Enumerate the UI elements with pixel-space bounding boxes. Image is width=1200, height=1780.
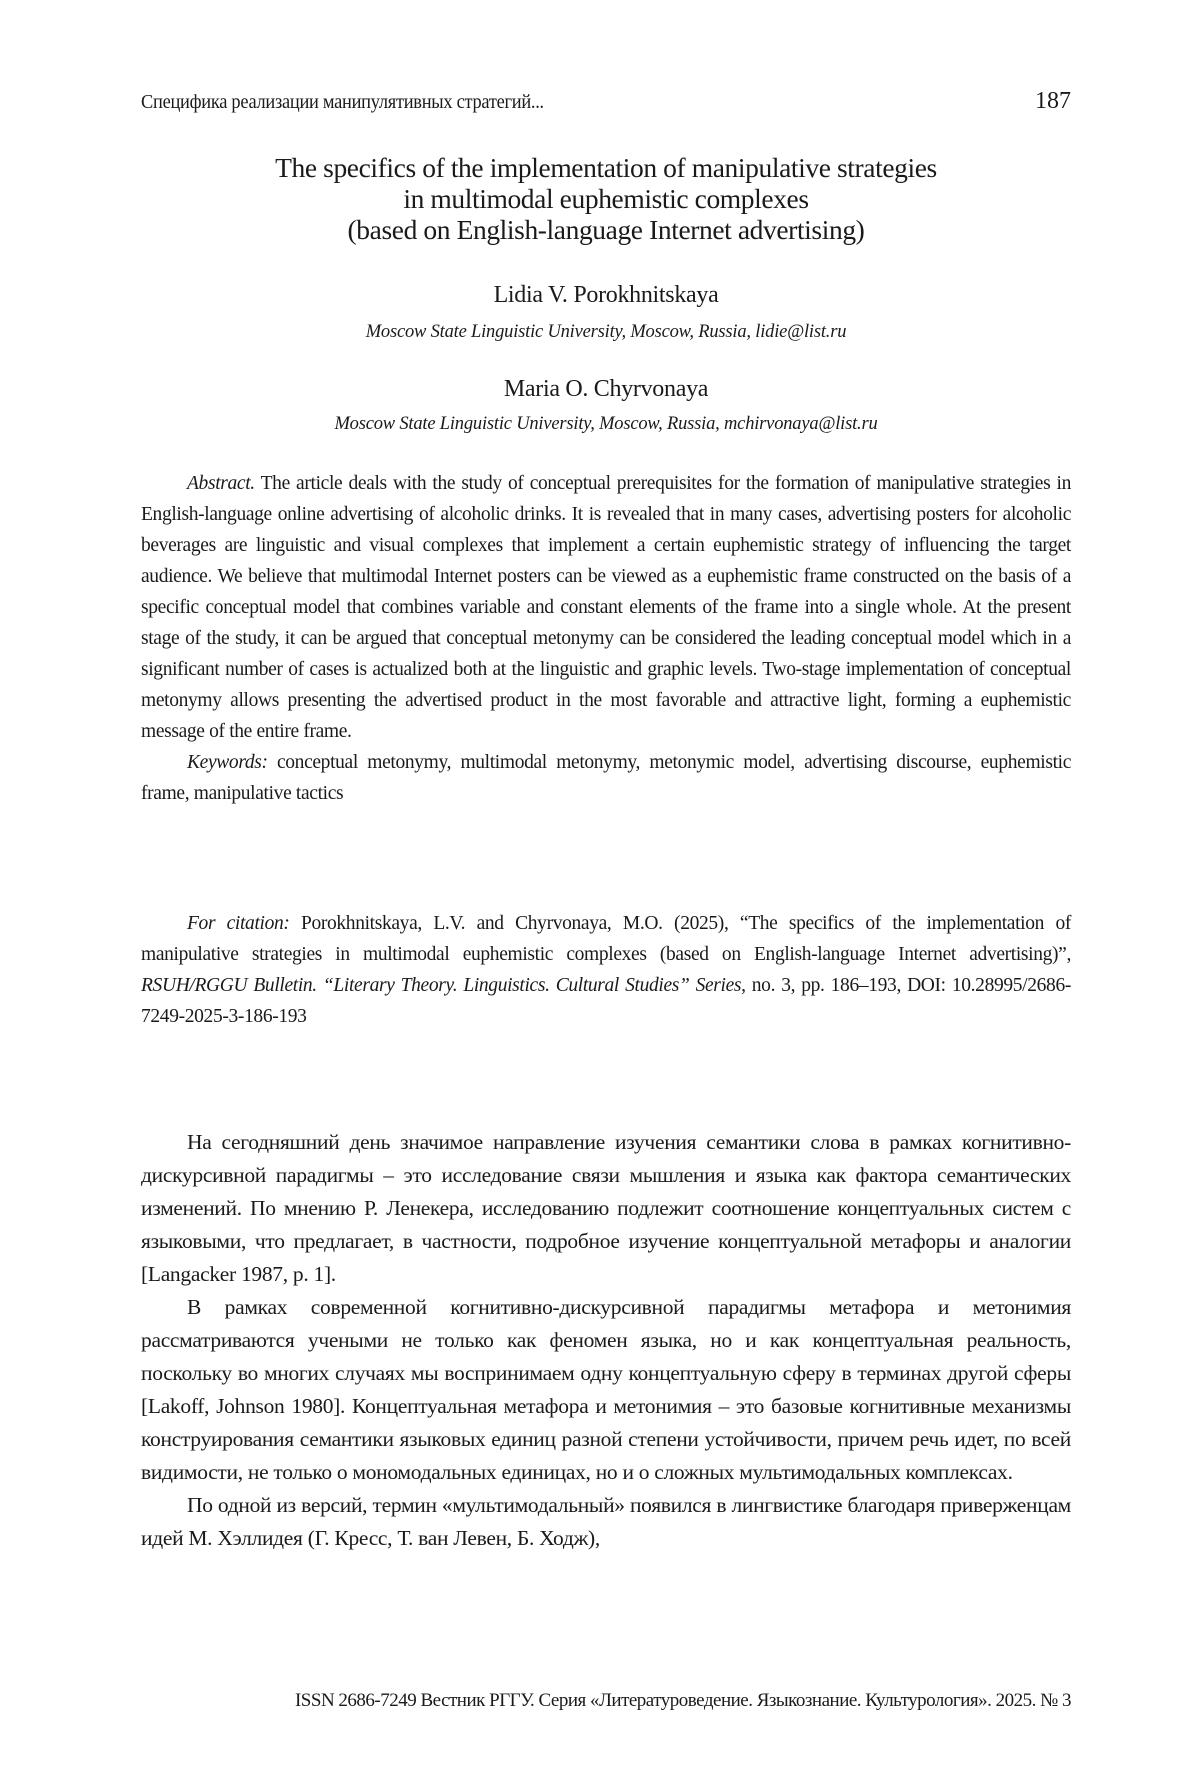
running-head-title: Специфика реализации манипулятивных стратегий... [141,91,544,113]
citation-journal: RSUH/RGGU Bulletin. “Literary Theory. Linguistics. Cultural Studies” Series [141,975,742,996]
body-paragraph: В рамках современной когнитивно-дискурсивной парадигмы метафора и метонимия рассматриваются учеными не только как феномен языка, но и как концептуальная реальность, поскольку во многих случаях мы воспринимаем одну концептуальную сферу в терминах другой сферы [Lakoff, Johnson 1980]. Концептуальная метафора и метонимия – это базовые когнитивные механизмы конструирования семантики языковых единиц разной степени устойчивости, причем речь идет, по всей видимости, не только о мономодальных единицах, но и о сложных мультимодальных комплексах. [141,1295,1071,1484]
article-body [141,1126,1071,1555]
title-line: (based on English-language Internet advertising) [347,214,865,245]
citation [141,908,1071,1032]
abstract-label: Abstract. [187,473,255,494]
keywords-text: conceptual metonymy, multimodal metonymy, metonymic model, advertising discourse, euphemistic frame, manipulative tactics [141,752,1072,804]
author-affiliation: Moscow State Linguistic University, Moscow, Russia, lidie@list.ru [365,322,847,342]
keywords-label: Keywords: [187,752,268,773]
abstract [141,468,1071,747]
title-line: The specifics of the implementation of manipulative strategies [275,152,937,183]
author-name: Maria O. Chyrvonaya [503,376,709,402]
citation-details: , no. 3, pp. 186–193, DOI: 10.28995/2686-7249-2025-3-186-193 [141,975,1071,1027]
abstract-section [141,468,1071,809]
author-name: Lidia V. Porokhnitskaya [493,282,719,308]
keywords [141,747,1071,809]
citation-label: For citation: [187,913,290,934]
title-line: in multimodal euphemistic complexes [403,183,809,214]
body-paragraph: На сегодняшний день значимое направление изучения семантики слова в рамках когнитивно-дискурсивной парадигмы – это исследование связи мышления и языка как фактора семантических изменений. По мнению Р. Ленекера, исследованию подлежит соотношение концептуальных систем с языковыми, что предлагает, в частности, подробное изучение концептуальной метафоры и аналогии [Langacker 1987, p. 1]. [141,1130,1071,1286]
body-paragraph: По одной из версий, термин «мультимодальный» появился в лингвистике благодаря приверженцам идей М. Хэллидея (Г. Кресс, Т. ван Левен, Б. Ходж), [141,1493,1071,1550]
author-affiliation: Moscow State Linguistic University, Moscow, Russia, mchirvonaya@list.ru [334,414,878,434]
page-number: 187 [1035,88,1071,114]
running-head [141,88,1071,115]
citation-section [141,908,1071,1032]
abstract-text: The article deals with the study of conceptual prerequisites for the formation of manipulative strategies in English-language online advertising of alcoholic drinks. It is revealed that in many cases, advertising posters for alcoholic beverages are linguistic and visual complexes that implement a certain euphemistic strategy of influencing the target audience. We believe that multimodal Internet posters can be viewed as a euphemistic frame constructed on the basis of a specific conceptual model that combines variable and constant elements of the frame into a single whole. At the present stage of the study, it can be argued that conceptual metonymy can be considered the leading conceptual model which in a significant number of cases is actualized both at the linguistic and graphic levels. Two-stage implementation of conceptual metonymy allows presenting the advertised product in the most favorable and attractive light, forming a euphemistic message of the entire frame. [141,473,1071,742]
citation-text: Porokhnitskaya, L.V. and Chyrvonaya, M.O. (2025), “The specifics of the implementation of manipulative strategies in multimodal euphemistic complexes (based on English-language Internet advertising)”, [141,913,1071,965]
page-footer: ISSN 2686-7249 Вестник РГГУ. Серия «Литературоведение. Языкознание. Культурология». 2025. № 3 [294,1690,1071,1711]
article-title [141,152,1071,245]
